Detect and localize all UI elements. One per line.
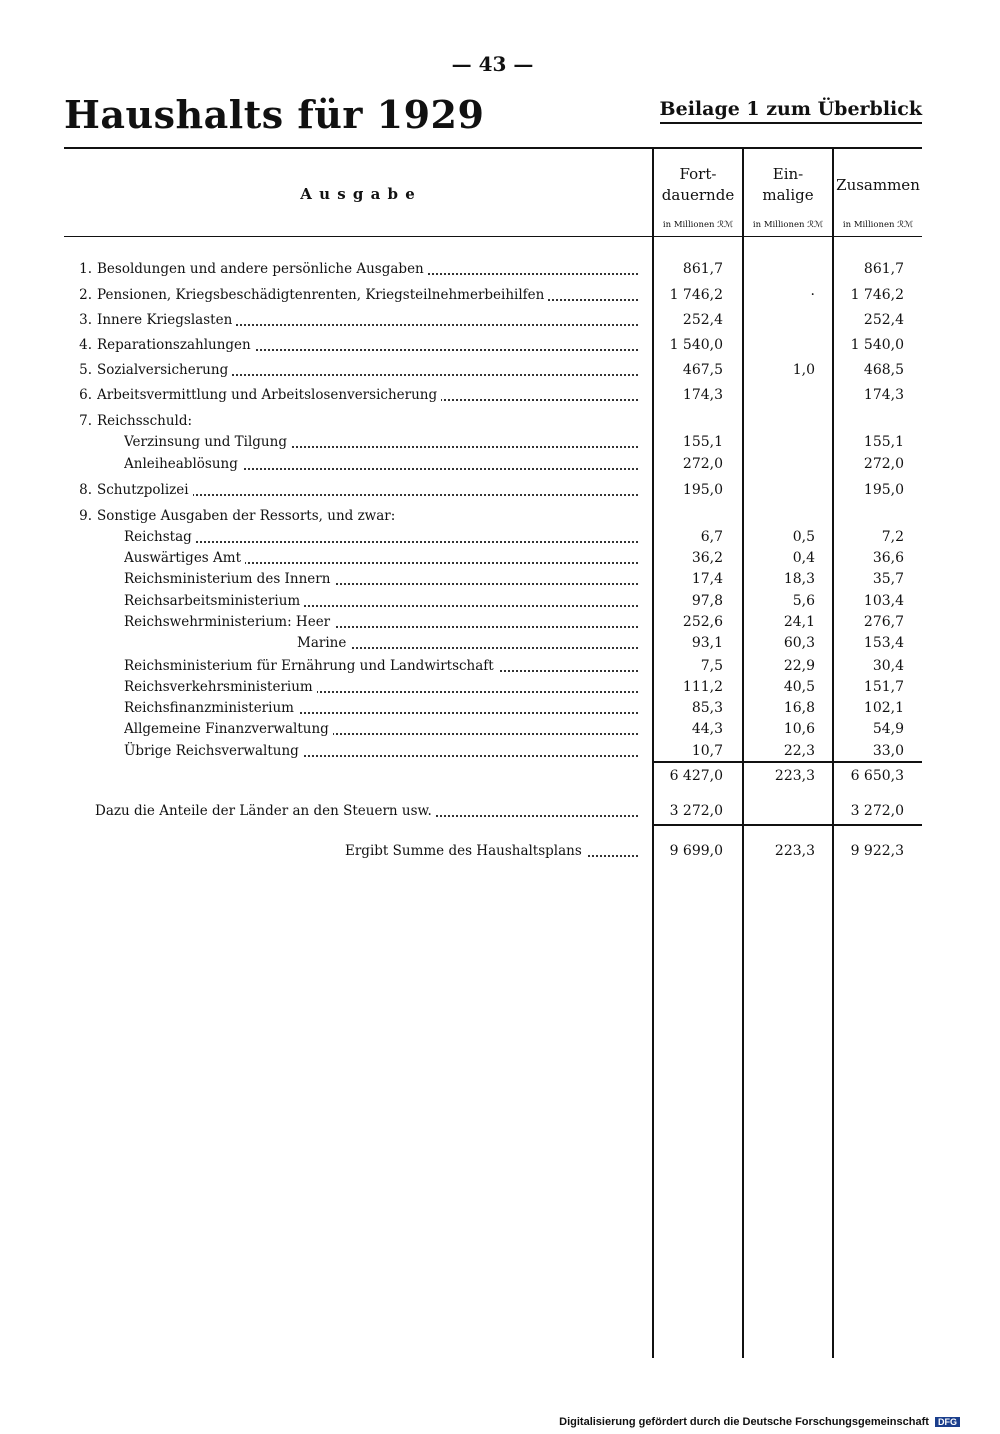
header-unit-col2: in Millionen ℛℳ bbox=[752, 220, 824, 230]
row-label-text: Auswärtiges Amt bbox=[124, 550, 245, 566]
row-label bbox=[97, 479, 640, 501]
table-row bbox=[0, 632, 1000, 654]
value-fortdauernde: 195,0 bbox=[682, 482, 723, 498]
value-einmalige: 16,8 bbox=[783, 700, 815, 716]
row-label-text: Innere Kriegslasten bbox=[97, 312, 236, 328]
row-label-text: Reichsarbeitsministerium bbox=[124, 593, 304, 609]
value-fortdauernde: 44,3 bbox=[691, 721, 723, 737]
value-fortdauernde: 861,7 bbox=[682, 261, 723, 277]
row-label bbox=[124, 453, 640, 475]
header-ausgabe: A u s g a b e bbox=[300, 185, 416, 203]
value-zusammen: 1 540,0 bbox=[850, 337, 904, 353]
row-label bbox=[124, 611, 640, 633]
row-number: 6. bbox=[79, 387, 92, 403]
table-row bbox=[0, 431, 1000, 453]
total-label-text: Ergibt Summe des Haushaltsplans bbox=[345, 843, 586, 859]
value-einmalige: 22,9 bbox=[783, 658, 815, 674]
row-number: 8. bbox=[79, 482, 92, 498]
value-einmalige: 22,3 bbox=[783, 743, 815, 759]
row-label bbox=[297, 632, 640, 654]
subtotal-row bbox=[0, 765, 1000, 787]
row-label bbox=[97, 334, 640, 356]
row-label-text: Reichstag bbox=[124, 529, 196, 545]
row-number: 9. bbox=[79, 508, 92, 524]
table-row bbox=[0, 740, 1000, 762]
value-zusammen: 468,5 bbox=[863, 362, 904, 378]
total-label bbox=[345, 840, 640, 862]
value-zusammen: 7,2 bbox=[881, 529, 904, 545]
row-label bbox=[97, 384, 640, 406]
value-fortdauernde: 174,3 bbox=[682, 387, 723, 403]
value-zusammen: 195,0 bbox=[863, 482, 904, 498]
value-einmalige: 1,0 bbox=[792, 362, 815, 378]
row-label-text: Sozialversicherung bbox=[97, 362, 232, 378]
row-label-text: Reparationszahlungen bbox=[97, 337, 255, 353]
row-label bbox=[124, 526, 640, 548]
value-fortdauernde: 36,2 bbox=[691, 550, 723, 566]
value-zusammen: 36,6 bbox=[872, 550, 904, 566]
subtotal-rule bbox=[652, 761, 922, 763]
header-fortdauernde bbox=[654, 164, 742, 206]
laender-zusammen: 3 272,0 bbox=[850, 803, 904, 819]
table-row bbox=[0, 526, 1000, 548]
value-zusammen: 155,1 bbox=[863, 434, 904, 450]
value-einmalige: 40,5 bbox=[783, 679, 815, 695]
value-einmalige: 60,3 bbox=[783, 635, 815, 651]
row-label-text: Besoldungen und andere persönliche Ausgaben bbox=[97, 261, 428, 277]
row-number: 3. bbox=[79, 312, 92, 328]
value-zusammen: 33,0 bbox=[872, 743, 904, 759]
row-label bbox=[97, 284, 640, 306]
table-row bbox=[0, 258, 1000, 280]
value-fortdauernde: 1 540,0 bbox=[669, 337, 723, 353]
value-fortdauernde: 111,2 bbox=[682, 679, 723, 695]
page-number: — 43 — bbox=[451, 52, 534, 76]
value-fortdauernde: 7,5 bbox=[700, 658, 723, 674]
table-row bbox=[0, 505, 1000, 527]
value-fortdauernde: 97,8 bbox=[691, 593, 723, 609]
table-row bbox=[0, 453, 1000, 475]
row-label bbox=[97, 309, 640, 331]
table-top-rule bbox=[64, 147, 922, 149]
row-number: 2. bbox=[79, 287, 92, 303]
header-einmalige-line1: Ein- bbox=[772, 165, 804, 183]
laender-row bbox=[0, 800, 1000, 822]
value-fortdauernde: 272,0 bbox=[682, 456, 723, 472]
row-label bbox=[97, 410, 640, 432]
table-row bbox=[0, 334, 1000, 356]
subtotal-einmalige: 223,3 bbox=[774, 768, 815, 784]
row-number: 1. bbox=[79, 261, 92, 277]
value-einmalige: 24,1 bbox=[783, 614, 815, 630]
table-row bbox=[0, 655, 1000, 677]
value-fortdauernde: 85,3 bbox=[691, 700, 723, 716]
table-row bbox=[0, 676, 1000, 698]
row-label bbox=[97, 505, 640, 527]
table-row bbox=[0, 309, 1000, 331]
table-row bbox=[0, 359, 1000, 381]
laender-label-text: Dazu die Anteile der Länder an den Steuern usw. bbox=[95, 803, 436, 819]
value-zusammen: 30,4 bbox=[872, 658, 904, 674]
row-label-text: Schutzpolizei bbox=[97, 482, 193, 498]
row-label bbox=[124, 568, 640, 590]
laender-rule bbox=[652, 824, 922, 826]
table-row bbox=[0, 284, 1000, 306]
header-fortdauernde-line2: dauernde bbox=[661, 186, 735, 204]
laender-fortdauernde: 3 272,0 bbox=[669, 803, 723, 819]
header-unit-col1: in Millionen ℛℳ bbox=[662, 220, 734, 230]
dfg-logo: DFG bbox=[935, 1417, 960, 1427]
header-fortdauernde-line1: Fort- bbox=[679, 165, 717, 183]
row-label-text: Pensionen, Kriegsbeschädigtenrenten, Kriegsteilnehmerbeihilfen bbox=[97, 287, 548, 303]
row-label-text: Reichsfinanzministerium bbox=[124, 700, 298, 716]
value-zusammen: 252,4 bbox=[863, 312, 904, 328]
row-label bbox=[124, 718, 640, 740]
total-row bbox=[0, 840, 1000, 862]
value-zusammen: 174,3 bbox=[863, 387, 904, 403]
row-number: 4. bbox=[79, 337, 92, 353]
value-zusammen: 272,0 bbox=[863, 456, 904, 472]
row-label-text: Reichsschuld: bbox=[97, 413, 196, 429]
value-einmalige: 0,4 bbox=[792, 550, 815, 566]
row-label bbox=[124, 676, 640, 698]
row-number: 5. bbox=[79, 362, 92, 378]
footer-credit bbox=[559, 1416, 960, 1428]
row-label-text: Allgemeine Finanzverwaltung bbox=[124, 721, 333, 737]
table-row bbox=[0, 611, 1000, 633]
value-zusammen: 103,4 bbox=[863, 593, 904, 609]
header-einmalige-line2: malige bbox=[762, 186, 814, 204]
total-zusammen: 9 922,3 bbox=[850, 843, 904, 859]
total-fortdauernde: 9 699,0 bbox=[669, 843, 723, 859]
table-row bbox=[0, 718, 1000, 740]
value-fortdauernde: 6,7 bbox=[700, 529, 723, 545]
row-label bbox=[124, 547, 640, 569]
row-label bbox=[124, 431, 640, 453]
table-row bbox=[0, 697, 1000, 719]
laender-label bbox=[95, 800, 640, 822]
value-fortdauernde: 252,4 bbox=[682, 312, 723, 328]
row-label bbox=[97, 359, 640, 381]
row-label-text: Reichswehrministerium: Heer bbox=[124, 614, 334, 630]
row-label-text: Sonstige Ausgaben der Ressorts, und zwar: bbox=[97, 508, 399, 524]
table-row bbox=[0, 590, 1000, 612]
value-fortdauernde: 93,1 bbox=[691, 635, 723, 651]
row-label-text: Übrige Reichsverwaltung bbox=[124, 743, 303, 759]
row-label-text: Arbeitsvermittlung und Arbeitslosenversicherung bbox=[97, 387, 441, 403]
row-label-text: Reichsministerium des Innern bbox=[124, 571, 334, 587]
value-einmalige: 10,6 bbox=[783, 721, 815, 737]
supplement-label: Beilage 1 zum Überblick bbox=[660, 98, 922, 124]
value-zusammen: 153,4 bbox=[863, 635, 904, 651]
value-einmalige: 18,3 bbox=[783, 571, 815, 587]
value-einmalige: · bbox=[810, 287, 815, 303]
table-row bbox=[0, 479, 1000, 501]
value-zusammen: 276,7 bbox=[863, 614, 904, 630]
table-row bbox=[0, 384, 1000, 406]
value-zusammen: 1 746,2 bbox=[850, 287, 904, 303]
table-row bbox=[0, 410, 1000, 432]
value-fortdauernde: 467,5 bbox=[682, 362, 723, 378]
row-label-text: Reichsministerium für Ernährung und Landwirtschaft bbox=[124, 658, 498, 674]
subtotal-fortdauernde: 6 427,0 bbox=[669, 768, 723, 784]
header-bottom-rule bbox=[64, 236, 922, 237]
value-fortdauernde: 17,4 bbox=[691, 571, 723, 587]
header-einmalige bbox=[744, 164, 832, 206]
row-label-text: Marine bbox=[297, 635, 350, 651]
row-label bbox=[97, 258, 640, 280]
row-label bbox=[124, 740, 640, 762]
value-fortdauernde: 155,1 bbox=[682, 434, 723, 450]
row-label-text: Anleiheablösung bbox=[124, 456, 242, 472]
table-row bbox=[0, 568, 1000, 590]
row-label bbox=[124, 655, 640, 677]
table-row bbox=[0, 547, 1000, 569]
total-einmalige: 223,3 bbox=[774, 843, 815, 859]
value-zusammen: 151,7 bbox=[863, 679, 904, 695]
row-label-text: Verzinsung und Tilgung bbox=[124, 434, 291, 450]
row-number: 7. bbox=[79, 413, 92, 429]
row-label bbox=[124, 590, 640, 612]
row-label-text: Reichsverkehrsministerium bbox=[124, 679, 317, 695]
page-title: Haushalts für 1929 bbox=[64, 92, 485, 137]
footer-credit-text: Digitalisierung gefördert durch die Deutsche Forschungsgemeinschaft bbox=[559, 1416, 929, 1428]
header-zusammen: Zusammen bbox=[836, 176, 920, 194]
value-fortdauernde: 1 746,2 bbox=[669, 287, 723, 303]
header-unit-col3: in Millionen ℛℳ bbox=[842, 220, 914, 230]
value-fortdauernde: 252,6 bbox=[682, 614, 723, 630]
value-zusammen: 861,7 bbox=[863, 261, 904, 277]
value-zusammen: 54,9 bbox=[872, 721, 904, 737]
value-einmalige: 5,6 bbox=[792, 593, 815, 609]
value-zusammen: 35,7 bbox=[872, 571, 904, 587]
row-label bbox=[124, 697, 640, 719]
subtotal-zusammen: 6 650,3 bbox=[850, 768, 904, 784]
value-fortdauernde: 10,7 bbox=[691, 743, 723, 759]
value-zusammen: 102,1 bbox=[863, 700, 904, 716]
value-einmalige: 0,5 bbox=[792, 529, 815, 545]
